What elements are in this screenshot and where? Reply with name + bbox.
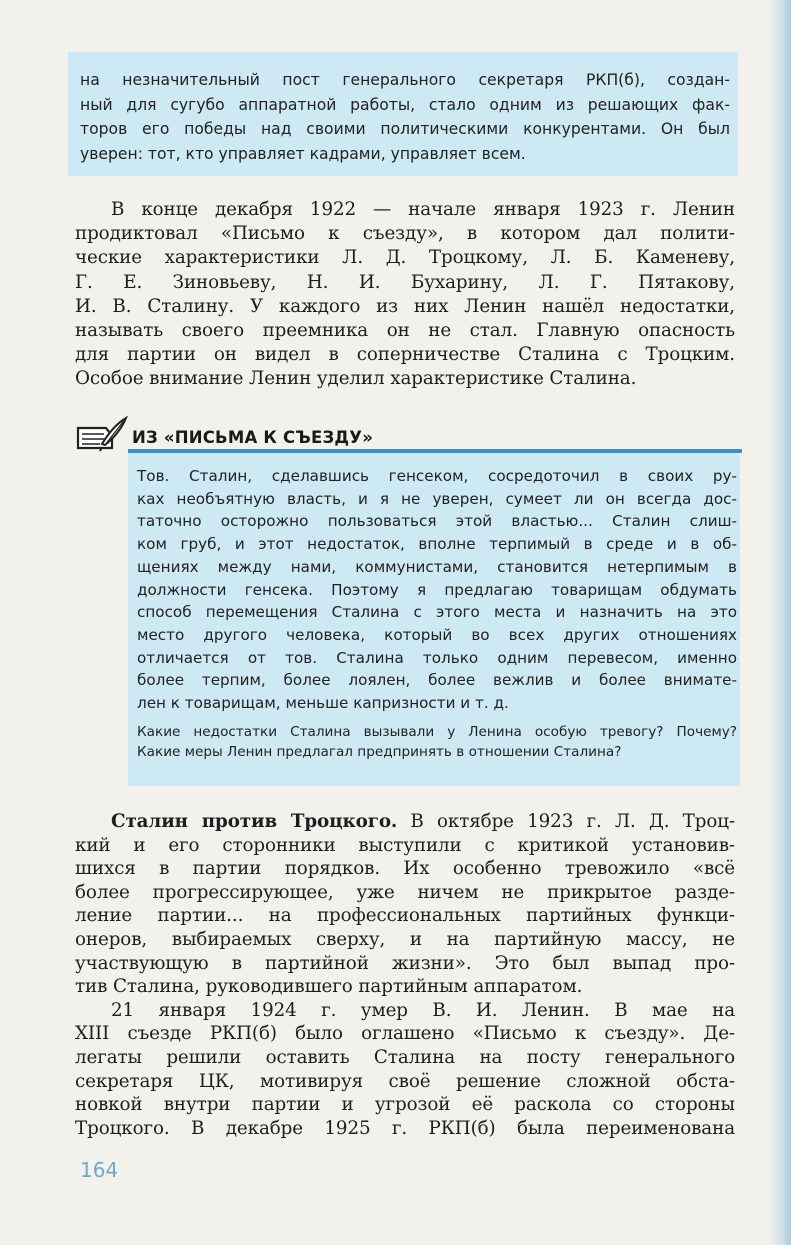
section-title: ИЗ «ПИСЬМА К СЪЕЗДУ»: [132, 428, 374, 447]
section-heading: [72, 414, 742, 454]
page-edge: [769, 0, 791, 1245]
paragraph-line: Особое внимание Ленин уделил характеристике Сталина.: [75, 368, 637, 390]
intro-text: [80, 68, 730, 166]
intro-line: уверен: тот, кто управляет кадрами, управляет всем.: [80, 144, 526, 163]
quote-line: должности генсека. Поэтому я предлагаю товарищам обдумать: [137, 580, 737, 599]
paragraph-line: продиктовал «Письмо к съезду», в котором дал полити-: [75, 223, 735, 245]
paragraph-line: тив Сталина, руководившего партийным аппаратом.: [75, 976, 583, 998]
quote-line: ках необъятную власть, и я не уверен, сумеет ли он всегда дос-: [137, 489, 737, 508]
quote-line: отличается от тов. Сталина только одним перевесом, именно: [137, 648, 737, 667]
paragraph-line: легаты решили оставить Сталина на посту генерального: [75, 1046, 735, 1068]
quill-document-icon: [72, 414, 130, 454]
paragraph-line: новкой внутри партии и угрозой её раскола со стороны: [75, 1094, 735, 1116]
paragraph-line-rest: В октябре 1923 г. Л. Д. Троц-: [397, 811, 735, 832]
paragraph-line: для партии он видел в соперничестве Сталина с Троцким.: [75, 344, 735, 366]
main-paragraph-1: [75, 198, 735, 392]
main-paragraph-2: [75, 810, 735, 1140]
paragraph-line: более прогрессирующее, уже ничем не прикрытое разде-: [75, 881, 735, 903]
paragraph-line: участвующую в партийной жизни». Это был выпад про-: [75, 952, 735, 974]
paragraph-line: шихся в партии порядков. Их особенно тревожило «всё: [75, 858, 735, 880]
paragraph-line: Троцкого. В декабре 1925 г. РКП(б) была переименована: [75, 1117, 735, 1139]
quote-line: более терпим, более лоялен, более вежлив и более внимате-: [137, 671, 737, 690]
quote-question: [137, 722, 737, 762]
intro-line: ный для сугубо аппаратной работы, стало одним из решающих фак-: [80, 95, 730, 114]
quote-line: место другого человека, который во всех других отношениях: [137, 625, 737, 644]
paragraph-line: ческие характеристики Л. Д. Троцкому, Л. Б. Каменеву,: [75, 247, 735, 269]
question-line: Какие меры Ленин предлагал предпринять в отношении Сталина?: [137, 744, 622, 760]
intro-line: торов его победы над своими политическими конкурентами. Он был: [80, 120, 730, 138]
paragraph-line: ление партии... на профессиональных партийных функци-: [75, 905, 735, 927]
paragraph-line: Г. Е. Зиновьеву, Н. И. Бухарину, Л. Г. Пятакову,: [75, 271, 735, 293]
paragraph-line: кий и его сторонники выступили с критикой установив-: [75, 834, 735, 856]
paragraph-line: И. В. Сталину. У каждого из них Ленин нашёл недостатки,: [75, 295, 735, 317]
intro-line: на незначительный пост генерального секретаря РКП(б), создан-: [80, 71, 730, 89]
quote-line: способ перемещения Сталина с этого места и назначить на это: [137, 603, 737, 622]
quote-text: [137, 465, 737, 715]
quote-line: таточно осторожно пользоваться этой властью... Сталин слиш-: [137, 512, 737, 531]
paragraph-line: онеров, выбираемых сверху, и на партийную массу, не: [75, 928, 735, 950]
question-line: Какие недостатки Сталина вызывали у Ленина особую тревогу? Почему?: [137, 724, 737, 740]
paragraph-line: называть своего преемника он не стал. Главную опасность: [75, 320, 735, 342]
paragraph-line: секретаря ЦК, мотивируя своё решение сложной обста-: [75, 1070, 735, 1092]
paragraph-line: XIII съезде РКП(б) было оглашено «Письмо к съезду». Де-: [75, 1023, 735, 1045]
paragraph-heading: Сталин против Троцкого.: [111, 811, 398, 832]
paragraph-line: [75, 810, 735, 834]
page-number: 164: [80, 1158, 119, 1182]
quote-line: щениях между нами, коммунистами, становится нетерпимым в: [137, 557, 737, 576]
quote-line: Тов. Сталин, сделавшись генсеком, сосредоточил в своих ру-: [137, 467, 737, 485]
paragraph-line: 21 января 1924 г. умер В. И. Ленин. В мае на: [111, 999, 735, 1021]
quote-line: лен к товарищам, меньше капризности и т. д.: [137, 694, 509, 713]
quote-line: ком груб, и этот недостаток, вполне терпимый в среде и в об-: [137, 535, 737, 554]
paragraph-line: В конце декабря 1922 — начале января 1923 г. Ленин: [111, 199, 735, 220]
